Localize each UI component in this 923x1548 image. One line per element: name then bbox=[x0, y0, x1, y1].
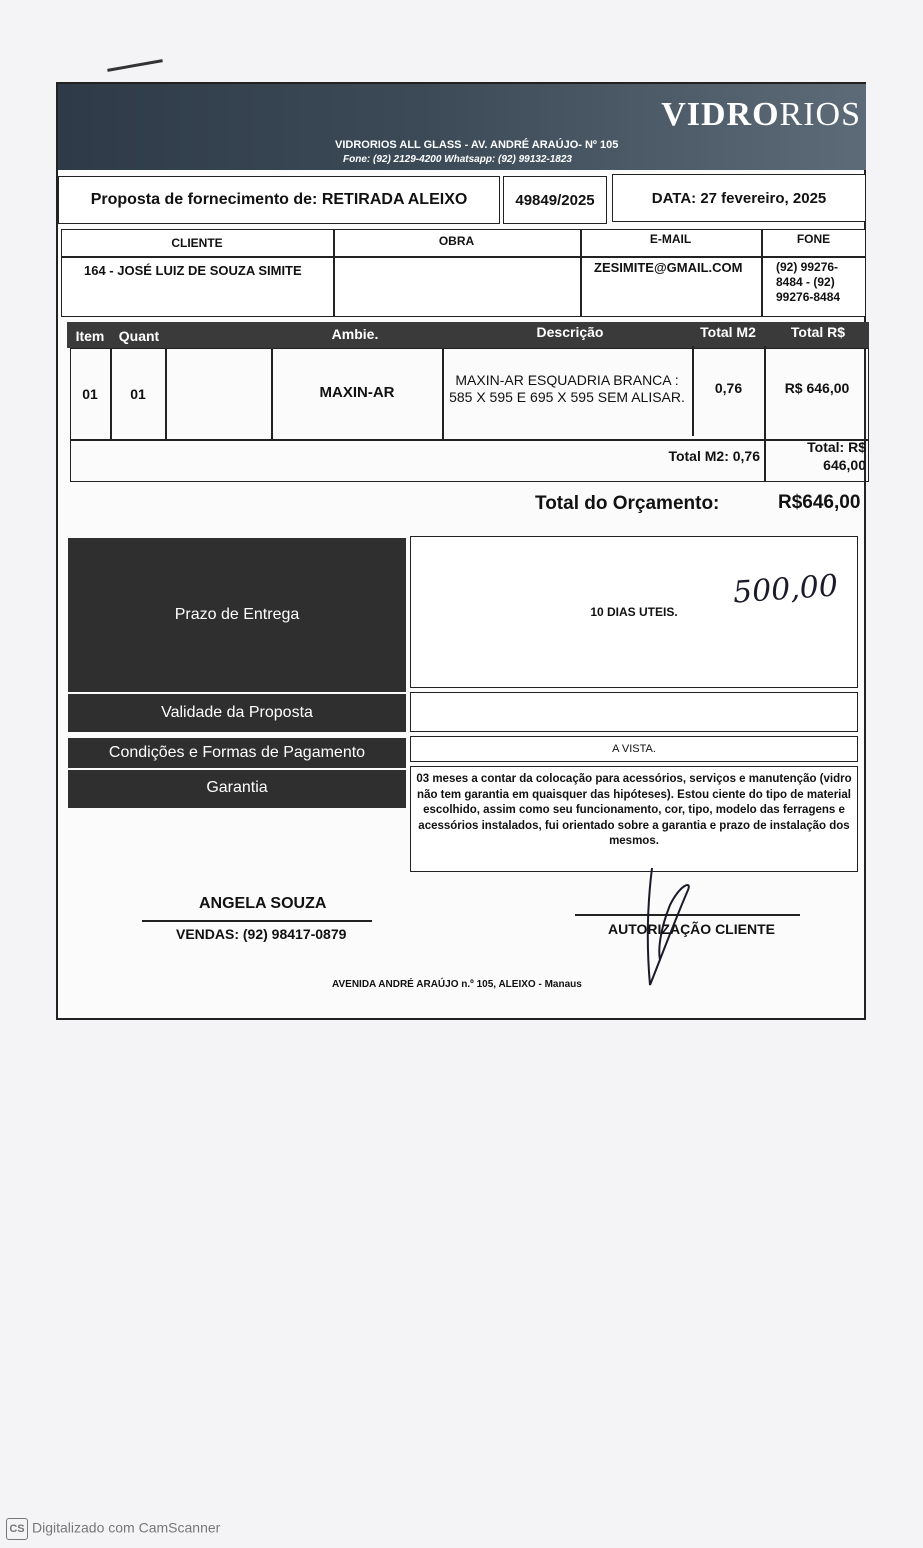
condicoes-label: Condições e Formas de Pagamento bbox=[68, 738, 406, 768]
proposal-date: DATA: 27 fevereiro, 2025 bbox=[612, 174, 866, 222]
row-ambiente: MAXIN-AR bbox=[319, 383, 395, 401]
garantia-value: 03 meses a contar da colocação para acessórios, serviços e manutenção (vidro não tem garantia em quaisquer das hipóteses). Estou ciente do tipo de material escolhido, assim como seu funcionamento, cor, tipo, modelo das ferragens e acessórios instalados, fui orientado sobre a garantia e prazo de instalação dos mesmos. bbox=[416, 773, 852, 847]
camscanner-logo-icon: CS bbox=[6, 1518, 28, 1540]
proposal-title: Proposta de fornecimento de: RETIRADA ALEIXO bbox=[58, 176, 500, 224]
header-address: VIDRORIOS ALL GLASS - AV. ANDRÉ ARAÚJO- Nº 105 bbox=[335, 139, 619, 151]
row-total-m2: 0,76 bbox=[714, 380, 743, 396]
items-header-item: Item bbox=[75, 328, 105, 344]
brand-logo: VIDRORIOS bbox=[661, 96, 861, 133]
items-header-total-m2: Total M2 bbox=[700, 324, 756, 340]
client-signature bbox=[630, 860, 710, 990]
total-label: Total do Orçamento: bbox=[535, 493, 720, 514]
validade-label: Validade da Proposta bbox=[68, 694, 406, 732]
row-item: 01 bbox=[82, 386, 98, 402]
items-header-total-rs: Total R$ bbox=[790, 324, 846, 340]
items-header-quant: Quant bbox=[118, 328, 160, 344]
seller-name: ANGELA SOUZA bbox=[199, 895, 327, 912]
client-phone: (92) 99276-8484 - (92) 99276-8484 bbox=[776, 260, 841, 304]
row-total-rs: R$ 646,00 bbox=[784, 380, 850, 396]
header-fone: FONE bbox=[796, 232, 831, 246]
validade-value bbox=[410, 692, 858, 732]
items-header-ambiente: Ambie. bbox=[331, 326, 379, 342]
row-quant: 01 bbox=[130, 386, 146, 402]
seller-phone: VENDAS: (92) 98417-0879 bbox=[176, 926, 347, 942]
header-obra: OBRA bbox=[438, 234, 475, 248]
header-email: E-MAIL bbox=[649, 232, 692, 246]
items-header-descricao: Descrição bbox=[536, 324, 604, 340]
handwritten-note: 500,00 bbox=[731, 568, 840, 611]
client-name: 164 - JOSÉ LUIZ DE SOUZA SIMITE bbox=[84, 263, 302, 278]
header-cliente: CLIENTE bbox=[171, 236, 223, 250]
scan-mark bbox=[107, 59, 163, 72]
garantia-label: Garantia bbox=[68, 770, 406, 808]
proposal-number: 49849/2025 bbox=[503, 176, 607, 224]
client-signature-label: AUTORIZAÇÃO CLIENTE bbox=[608, 921, 775, 937]
summary-total-rs: Total: R$ 646,00 bbox=[807, 439, 866, 473]
summary-total-m2: Total M2: 0,76 bbox=[668, 448, 760, 464]
camscanner-footer bbox=[6, 1518, 220, 1540]
prazo-value-box bbox=[410, 536, 858, 688]
prazo-label: Prazo de Entrega bbox=[68, 538, 406, 692]
prazo-value: 10 DIAS UTEIS. bbox=[590, 605, 678, 619]
footer-address: AVENIDA ANDRÉ ARAÚJO n.º 105, ALEIXO - Manaus bbox=[332, 979, 582, 990]
row-descricao: MAXIN-AR ESQUADRIA BRANCA : 585 X 595 E 695 X 595 SEM ALISAR. bbox=[449, 372, 685, 405]
header-phone: Fone: (92) 2129-4200 Whatsapp: (92) 99132-1823 bbox=[343, 154, 572, 165]
condicoes-value: A VISTA. bbox=[410, 736, 858, 762]
client-email: ZESIMITE@GMAIL.COM bbox=[594, 260, 743, 275]
camscanner-label: Digitalizado com CamScanner bbox=[32, 1519, 221, 1536]
total-value: R$646,00 bbox=[778, 492, 861, 513]
